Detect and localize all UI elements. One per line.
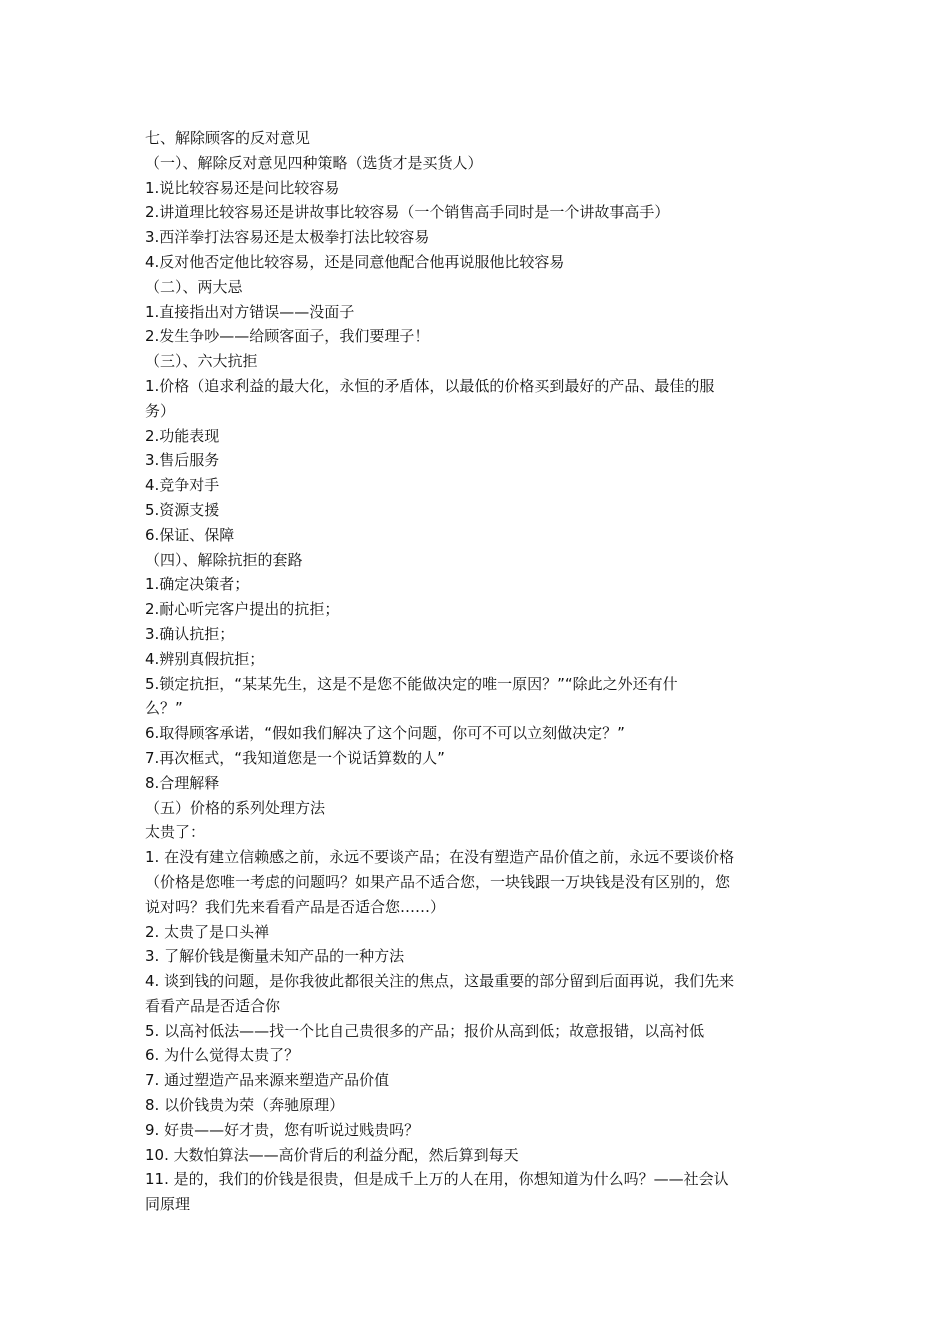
list-item: 3.售后服务 <box>145 451 220 470</box>
list-item: 4. 谈到钱的问题，是你我彼此都很关注的焦点，这最重要的部分留到后面再说，我们先来 <box>145 972 735 991</box>
list-item: 4.竞争对手 <box>145 476 220 495</box>
list-item: 1.价格（追求利益的最大化，永恒的矛盾体，以最低的价格买到最好的产品、最佳的服 <box>145 376 715 395</box>
list-item: 2.功能表现 <box>145 426 220 445</box>
list-item: 8. 以价钱贵为荣（奔驰原理） <box>145 1096 345 1115</box>
list-item: 5.资源支援 <box>145 500 220 519</box>
subsection-heading: （五）价格的系列处理方法 <box>145 798 326 817</box>
list-item-continuation: 同原理 <box>145 1195 191 1214</box>
subsection-heading: （四）、解除抗拒的套路 <box>145 550 303 569</box>
list-item-continuation: （价格是您唯一考虑的问题吗？如果产品不适合您，一块钱跟一万块钱是没有区别的，您 <box>145 872 731 891</box>
list-item: 6.取得顾客承诺，“假如我们解决了这个问题，你可不可以立刻做决定？” <box>145 724 625 743</box>
paragraph-label: 太贵了： <box>145 823 206 842</box>
subsection-heading: （二）、两大忌 <box>145 277 243 296</box>
list-item: 7. 通过塑造产品来源来塑造产品价值 <box>145 1071 390 1090</box>
list-item: 6.保证、保障 <box>145 525 235 544</box>
list-item: 2.耐心听完客户提出的抗拒； <box>145 600 340 619</box>
list-item: 1.确定决策者； <box>145 575 250 594</box>
list-item: 5. 以高衬低法——找一个比自己贵很多的产品；报价从高到低；故意报错，以高衬低 <box>145 1021 705 1040</box>
list-item: 1.直接指出对方错误——没面子 <box>145 302 355 321</box>
list-item: 2.讲道理比较容易还是讲故事比较容易（一个销售高手同时是一个讲故事高手） <box>145 203 670 222</box>
document-page <box>145 126 807 1217</box>
list-item: 3. 了解价钱是衡量未知产品的一种方法 <box>145 947 405 966</box>
subsection-heading: （一）、解除反对意见四种策略（选货才是买货人） <box>145 153 483 172</box>
list-item: 5.锁定抗拒，“某某先生，这是不是您不能做决定的唯一原因？”“除此之外还有什 <box>145 674 678 693</box>
list-item: 1.说比较容易还是问比较容易 <box>145 178 340 197</box>
list-item-continuation: 看看产品是否适合你 <box>145 996 281 1015</box>
list-item: 8.合理解释 <box>145 773 220 792</box>
list-item: 1. 在没有建立信赖感之前，永远不要谈产品；在没有塑造产品价值之前，永远不要谈价格 <box>145 848 735 867</box>
section-heading: 七、解除顾客的反对意见 <box>145 129 311 147</box>
list-item: 4.辨别真假抗拒； <box>145 649 265 668</box>
list-item-continuation: 务） <box>145 401 176 420</box>
list-item-continuation: 说对吗？我们先来看看产品是否适合您……） <box>145 897 446 916</box>
list-item: 7.再次框式，“我知道您是一个说话算数的人” <box>145 748 445 767</box>
list-item: 10. 大数怕算法——高价背后的利益分配，然后算到每天 <box>145 1145 519 1164</box>
list-item: 4.反对他否定他比较容易，还是同意他配合他再说服他比较容易 <box>145 252 565 271</box>
list-item: 3.确认抗拒； <box>145 624 235 643</box>
list-item: 2.发生争吵——给顾客面子，我们要理子！ <box>145 327 430 346</box>
list-item: 3.西洋拳打法容易还是太极拳打法比较容易 <box>145 228 430 247</box>
list-item: 11. 是的，我们的价钱是很贵，但是成千上万的人在用，你想知道为什么吗？——社会认 <box>145 1170 729 1189</box>
list-item: 2. 太贵了是口头禅 <box>145 922 270 941</box>
subsection-heading: （三）、六大抗拒 <box>145 352 258 371</box>
list-item-continuation: 么？” <box>145 699 183 718</box>
list-item: 6. 为什么觉得太贵了？ <box>145 1046 300 1065</box>
list-item: 9. 好贵——好才贵，您有听说过贱贵吗？ <box>145 1120 420 1139</box>
